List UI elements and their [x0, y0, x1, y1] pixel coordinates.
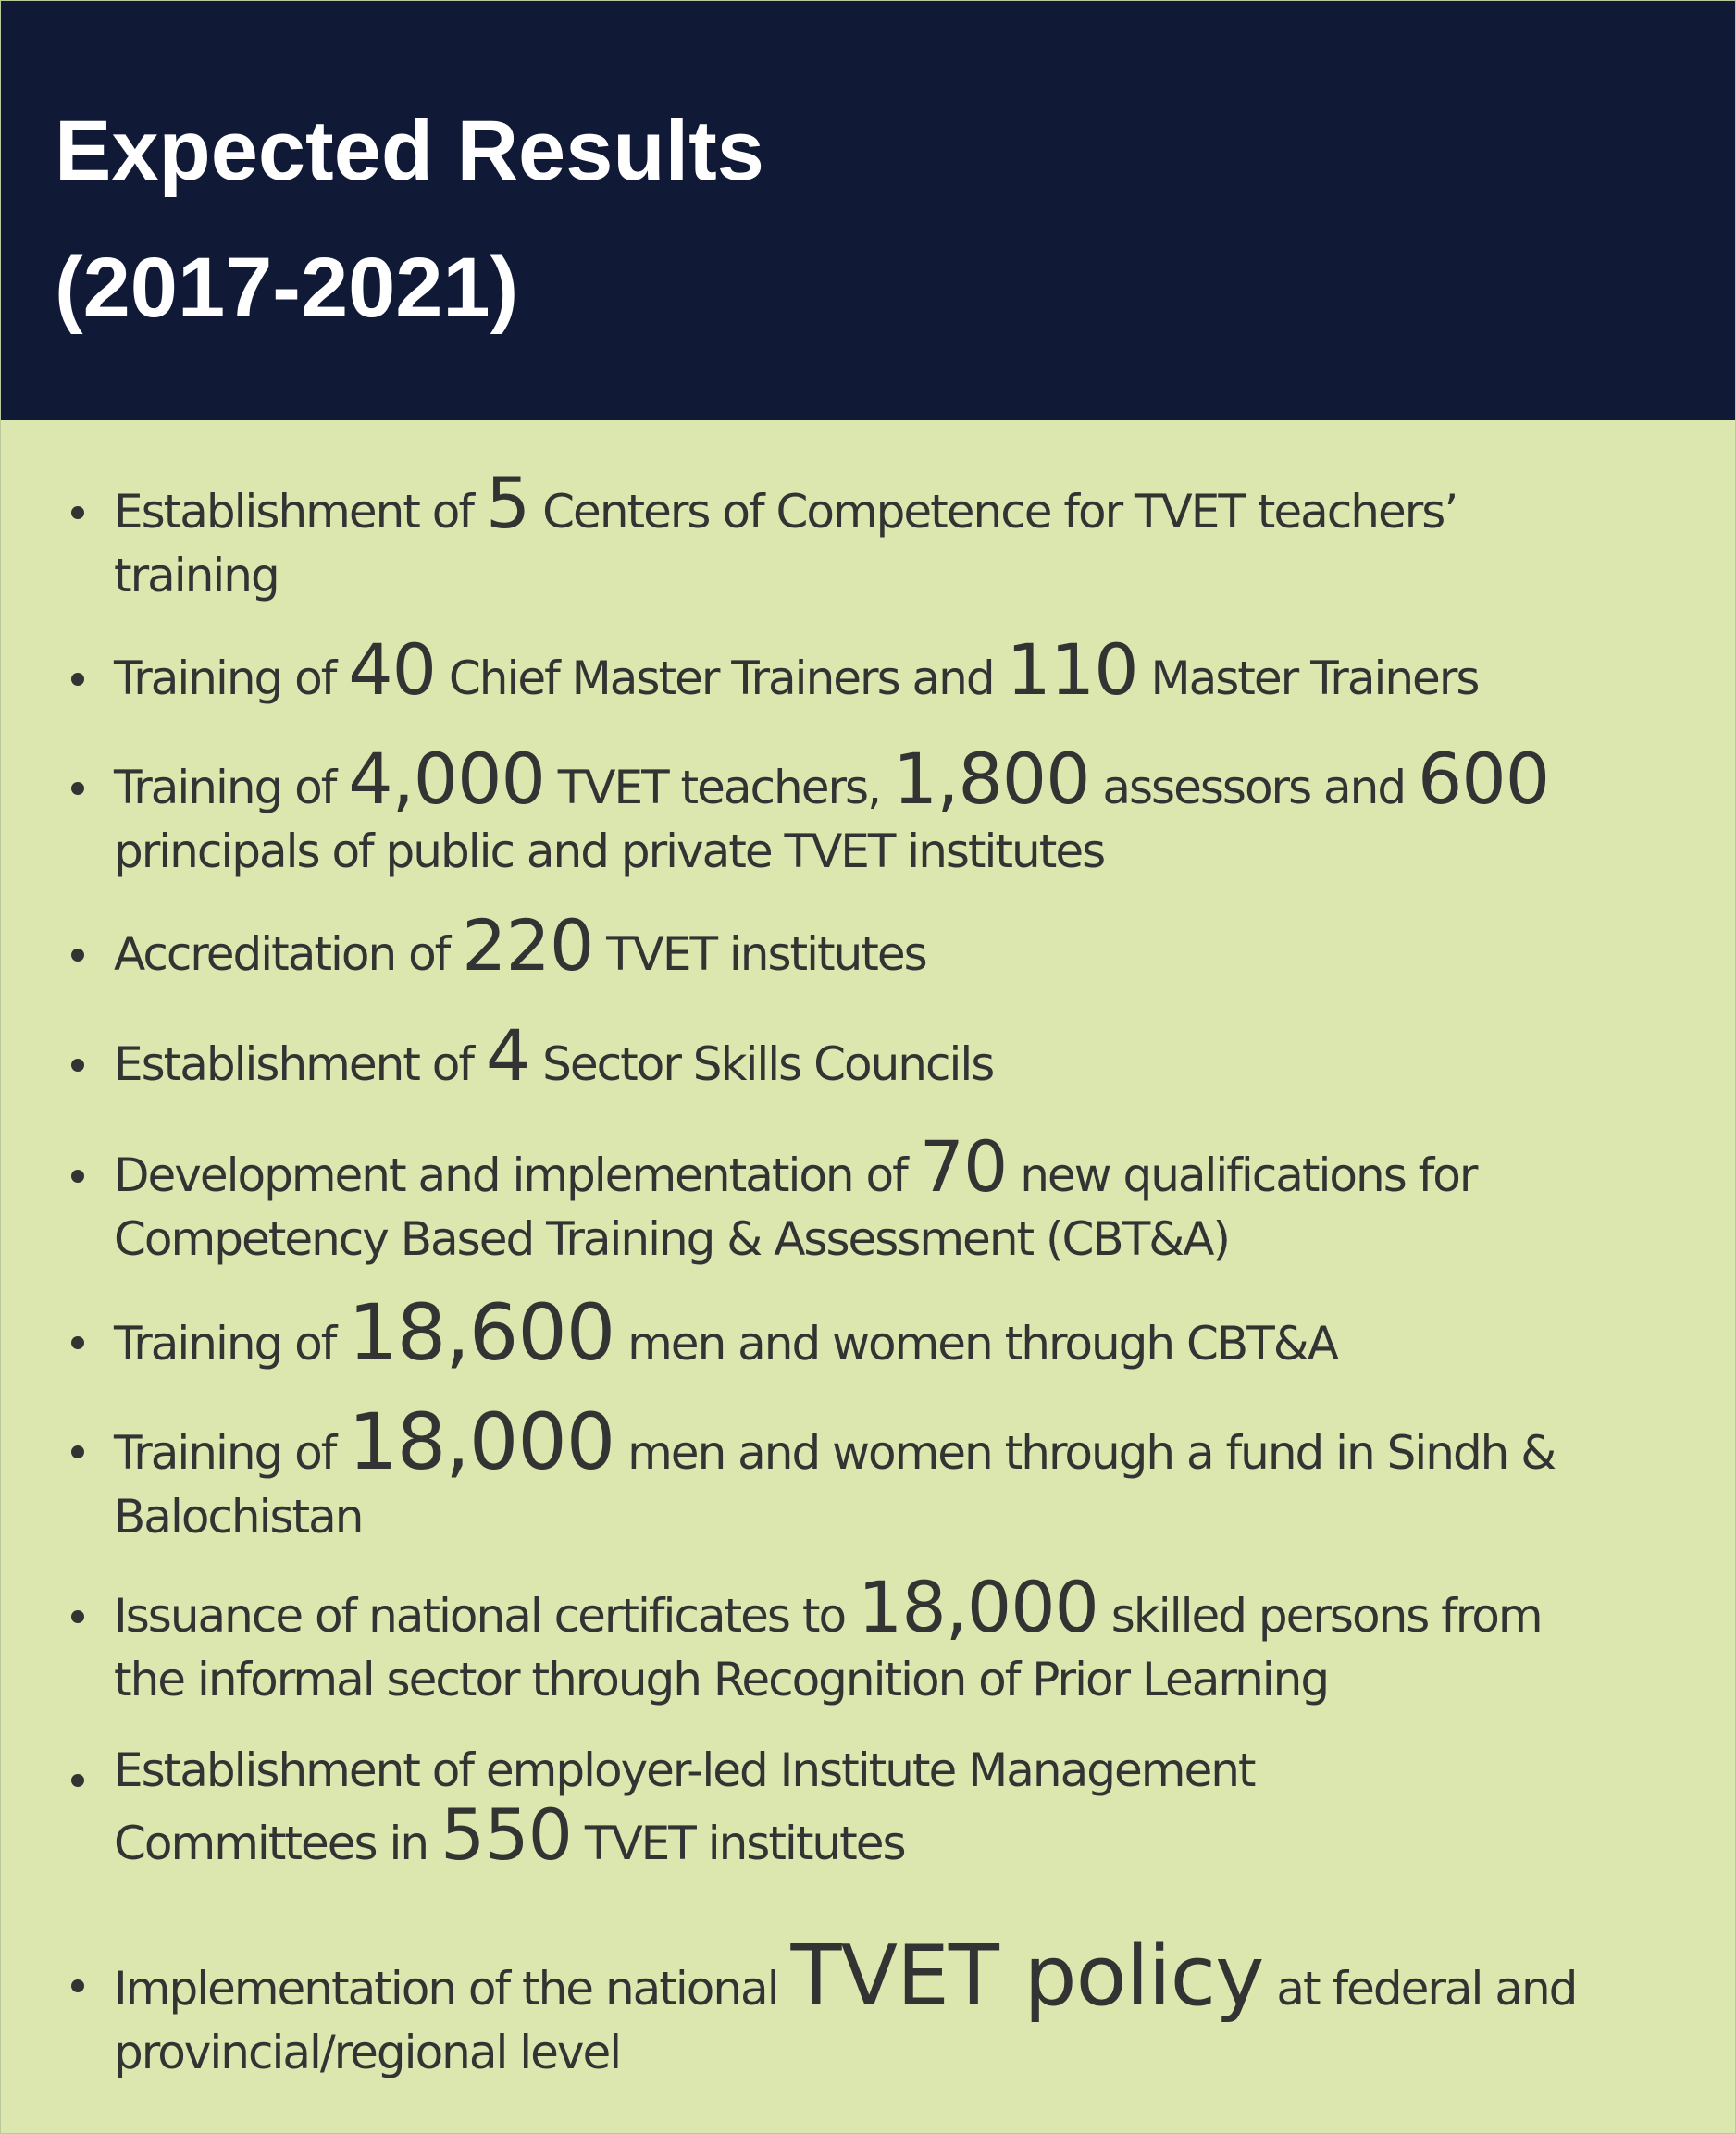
bullet-icon [71, 1610, 84, 1623]
list-item [114, 1125, 1687, 1272]
list-item [114, 1396, 1687, 1549]
bullet-icon [71, 1774, 84, 1787]
item-text: Training of [114, 1426, 349, 1480]
item-text: Competency Based Training & Assessment (CBT&A) [114, 1212, 1229, 1266]
item-text: assessors and [1089, 761, 1418, 814]
list-item [114, 1014, 1687, 1097]
item-text: Training of [114, 651, 349, 705]
list-item [114, 1928, 1687, 2085]
title-line-1: Expected Results [55, 104, 764, 198]
highlight-number: 18,000 [857, 1566, 1098, 1648]
item-text: Committees in [114, 1817, 440, 1870]
item-text: Training of [114, 1317, 349, 1371]
bullet-icon [71, 1445, 84, 1458]
item-text: at federal and [1263, 1962, 1577, 2016]
highlight-phrase: TVET policy [790, 1928, 1264, 2025]
item-text: Implementation of the national [114, 1962, 791, 2016]
item-text: Training of [114, 761, 349, 814]
highlight-number: 600 [1418, 738, 1550, 820]
page-title [55, 82, 1535, 356]
bullet-icon [71, 782, 84, 795]
item-text: Master Trainers [1137, 651, 1479, 705]
highlight-number: 5 [485, 462, 530, 544]
item-text: skilled persons from [1097, 1589, 1542, 1643]
list-item [114, 738, 1687, 884]
item-text: Establishment of employer-led Institute Management [114, 1743, 1255, 1797]
item-text: Balochistan [114, 1490, 363, 1544]
highlight-number: 550 [440, 1793, 573, 1876]
highlight-number: 70 [919, 1125, 1008, 1208]
bullet-icon [71, 506, 84, 519]
list-item [114, 1739, 1687, 1876]
bullet-icon [71, 1336, 84, 1349]
highlight-number: 4 [485, 1014, 530, 1097]
list-item [114, 462, 1687, 608]
item-text: Accreditation of [114, 927, 463, 981]
item-text: Chief Master Trainers and [436, 651, 1007, 705]
bullet-icon [71, 1059, 84, 1072]
item-text: TVET institutes [572, 1817, 905, 1870]
highlight-number: 110 [1006, 628, 1138, 711]
bullet-icon [71, 949, 84, 962]
highlight-number: 18,000 [348, 1396, 615, 1487]
header-banner [1, 1, 1735, 420]
item-text: principals of public and private TVET institutes [114, 825, 1105, 878]
item-text: Centers of Competence for TVET teachers’ [529, 485, 1457, 539]
highlight-number: 4,000 [348, 738, 545, 820]
highlight-number: 1,800 [892, 738, 1090, 820]
list-item [114, 1287, 1687, 1378]
item-text: men and women through CBT&A [614, 1317, 1337, 1371]
list-item [114, 628, 1687, 711]
item-text: training [114, 549, 279, 602]
list-item [114, 1566, 1687, 1712]
bullet-icon [71, 1170, 84, 1183]
bullet-icon [71, 1979, 84, 1992]
list-item [114, 904, 1687, 986]
bullet-icon [71, 673, 84, 686]
item-text: Development and implementation of [114, 1148, 920, 1202]
item-text: TVET institutes [593, 927, 926, 981]
highlight-number: 40 [348, 628, 436, 711]
item-text: new qualifications for [1007, 1148, 1477, 1202]
title-line-2: (2017-2021) [55, 241, 519, 335]
highlight-number: 18,600 [348, 1287, 615, 1378]
item-text: the informal sector through Recognition of Prior Learning [114, 1653, 1329, 1706]
item-text: Sector Skills Councils [529, 1037, 994, 1091]
item-text: TVET teachers, [544, 761, 893, 814]
item-text: Establishment of [114, 485, 486, 539]
item-text: provincial/regional level [114, 2026, 621, 2079]
item-text: Issuance of national certificates to [114, 1589, 858, 1643]
item-text: Establishment of [114, 1037, 486, 1091]
item-text: men and women through a fund in Sindh & [614, 1426, 1556, 1480]
highlight-number: 220 [462, 904, 594, 986]
